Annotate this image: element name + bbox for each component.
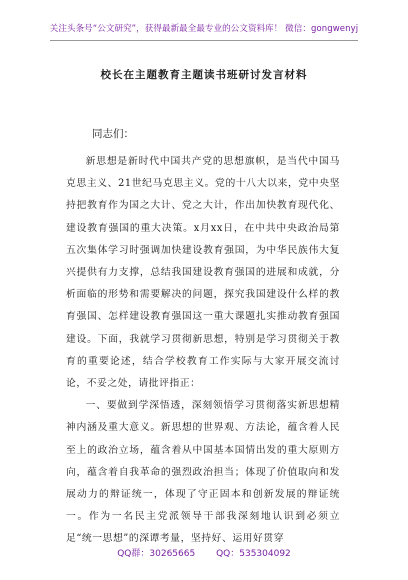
footer [0, 546, 408, 559]
footer-qq-group: QQ群：30265665 [117, 549, 196, 559]
salutation: 同志们： [92, 128, 134, 140]
header-note: 关注头条号“公文研究”，获得最新最全最专业的公文资料库！ 微信：gongwenyj [49, 24, 359, 34]
document-body [66, 151, 340, 551]
paragraph: 一、要做到学深悟透，深刻领悟学习贯彻落实新思想精神内涵及重大意义。新思想的世界观、方法论，蕴含着人民至上的政治立场，蕴含着从中国基本国情出发的重大原则方向，蕴含着自我革命的强烈政治担当；体现了价值取向和发展动力的辩证统一，体现了守正固本和创新发展的辩证统一。作为一名民主党派领导干部我深刻地认识到必须立足“统一思想”的深谭考量，坚持好、运用好贯穿 [66, 400, 340, 545]
footer-qq: QQ：535304092 [216, 549, 291, 559]
paragraph: 新思想是新时代中国共产党的思想旗帜，是当代中国马克思主义、21世纪马克思主义。党的十八大以来，党中央坚持把教育作为国之大计、党之大计，作出加快教育现代化、建设教育强国的重大决策。x月xx日，在中共中央政治局第五次集体学习时强调加快建设教育强国，为中华民族伟大复兴提供有力支撑，总结我国建设教育强国的进展和成就，分析面临的形势和需要解决的问题，探究我国建设什么样的教育强国、怎样建设教育强国这一重大课题扎实推动教育强国建设。下面，我就学习贯彻新思想，特别是学习贯彻关于教育的重要论述，结合学校教育工作实际与大家开展交流讨论，不妥之处，请批评指正： [66, 156, 340, 390]
document-title: 校长在主题教育主题读书班研讨发言材料 [100, 69, 308, 81]
header-divider [50, 40, 358, 41]
